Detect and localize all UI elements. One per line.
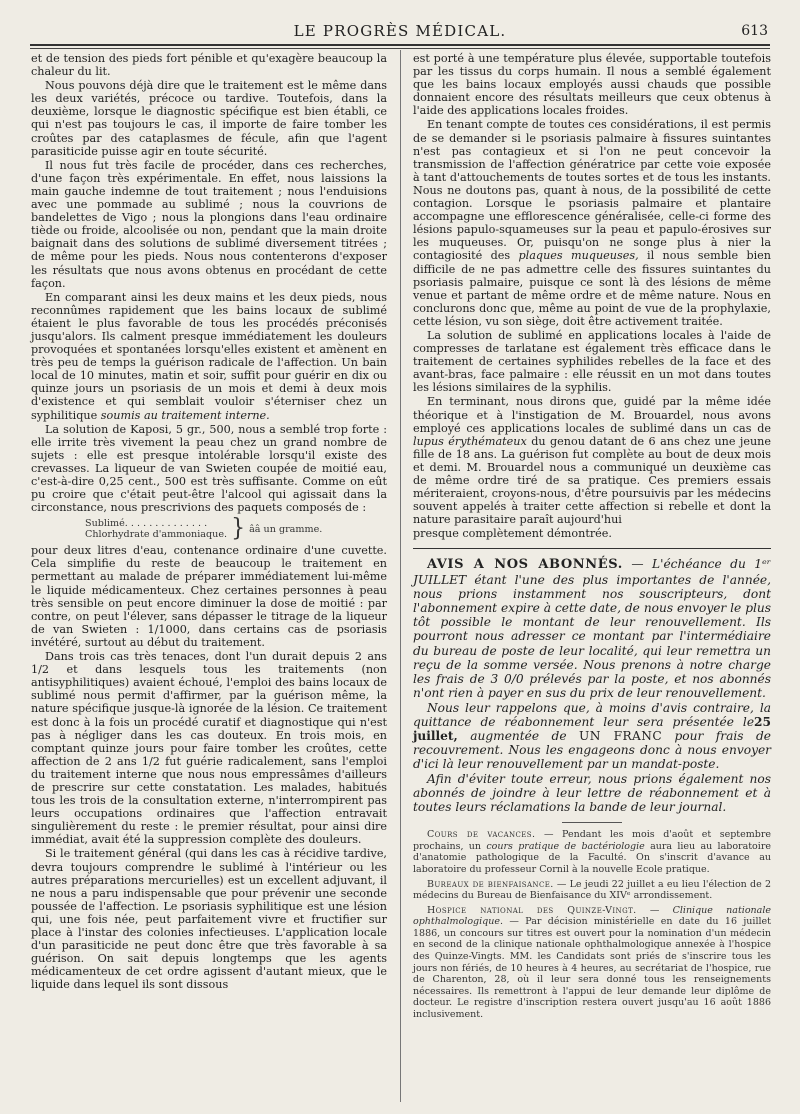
news-text: — Par décision ministérielle en date du 16 juillet 1886, un concours sur titres est ouvert pour la nomination d'un médecin en second de la clinique nationale ophthalmologique annexée à l'hospice des Quinze-Vingts. MM. les Candidats sont priés de s'inscrire tous les jours non fériés, de 10 heures à 4 heures, au secrétariat de l'hospice, rue de Charenton, 28, où il leur sera donné tous les renseignements nécessaires. Ils remettront à l'appui de leur demande leur diplôme de docteur. Le registre d'inscription restera ouvert jusqu'au 16 août 1886 inclusivement. — [413, 916, 771, 1021]
header-rule — [30, 44, 770, 46]
news-items — [413, 829, 771, 1021]
paragraph: Il nous fut très facile de procéder, dans ces recherches, d'une façon très expérimentale. En effet, nous laissions la main gauche indemne de tout traitement ; nous l'enduisions avec une pommade au sublimé ; nous la couvrions de bandelettes de Vigo ; nous la plongions dans l'eau ordinaire tiède ou froide, alcoolisée ou non, pendant que la main droite baignait dans des solutions de sublimé diversement titrées ; de même pour les pieds. Nous nous contenterons d'exposer les résultats que nous avons obtenus en procédant de cette façon. — [31, 158, 387, 290]
news-item — [413, 829, 771, 875]
news-italic: cours pratique de bactériologie — [486, 840, 645, 852]
notice-text: Nous leur rappelons que, à moins d'avis contraire, la quittance de réabonnement leur sera présentée le — [413, 700, 771, 729]
right-column — [413, 52, 771, 1024]
news-label: Bureaux de bienfaisance. — [427, 878, 554, 890]
left-column — [31, 52, 387, 992]
journal-title: LE PROGRÈS MÉDICAL. — [293, 22, 507, 40]
italic-text: lupus érythémateux — [413, 434, 527, 448]
news-text: — — [649, 904, 660, 916]
header-rule-thin — [30, 48, 770, 49]
news-text: — Le jeudi 22 juillet a eu lieu l'élection de 2 médecins du Bureau de Bienfaisance du XIVᵉ arrondissement. — [413, 878, 771, 902]
paragraph-text: il nous semble bien difficile de ne pas admettre celle des fissures suintantes du psoriasis palmaire, puisque ce sont là des lésions de même venue et partant de même ordre et de même nature. Nous en conclurons donc que, même au point de vue de la prophylaxie, cette lésion, vu son siège, doit être activement traitée. — [413, 249, 772, 328]
paragraph — [31, 291, 387, 422]
news-text: — Pendant les mois d'août et septembre prochains, un — [413, 829, 772, 852]
paragraph — [413, 395, 771, 526]
paragraph-text: du genou datant de 6 ans chez une jeune fille de 18 ans. La guérison fut complète au bout de deux mois et demi. M. Brouardel nous a communiqué un deuxième cas de même ordre tiré de sa pratique. Ces premiers essais mériteraient, croyons-nous, d'être poursuivis par les médecins souvent appelés à traiter cette affection si rebelle et dont la nature parasitaire paraît aujourd'hui — [413, 434, 772, 527]
paragraph: La solution de Kaposi, 5 gr., 500, nous a semblé trop forte : elle irrite très vivement la peau chez un grand nombre de sujets : elle est presque intolérable lorsqu'il existe des crevasses. La liqueur de van Swieten coupée de moitié eau, c'est-à-dire 0,25 cent., 500 est très suffisante. Comme on eût pu croire que c'était peut-être l'alcool qui agissait dans la circonstance, nous prescrivions des paquets composés de : — [31, 422, 387, 515]
notice-text: pour frais de recouvrement. Nous les engageons donc à nous envoyer d'ici là leur renouvellement par un mandat-poste. — [413, 728, 771, 772]
italic-text: soumis au traitement interne. — [100, 408, 270, 422]
subscriber-notice — [413, 548, 771, 814]
paragraph: est porté à une température plus élevée, supportable toutefois par les tissus du corps humain. Il nous a semblé également que les bains locaux employés aussi chauds que possible donnaient encore des résultats meilleurs que ceux obtenus à l'aide des applications locales froides. — [413, 52, 771, 118]
notice-paragraph — [413, 557, 771, 700]
paragraph-text: En tenant compte de toutes ces considérations, il est permis de se demander si le psoriasis palmaire à fissures suintantes n'est pas contagieux et si l'on ne peut concevoir la transmission de l'affection génératrice par cette voie exposée à tant d'attouchements de toutes sortes et de tous les instants. Nous ne doutons pas, quant à nous, de la possibilité de cette contagion. Lorsque le psoriasis palmaire et plantaire accompagne une efflorescence généralisée, celle-ci forme des lésions papulo-squameuses sur la peau et papulo-érosives sur les muqueuses. Or, puisqu'on ne songe plus à nier la contagiosité des — [413, 118, 771, 263]
formula-dose: ââ un gramme. — [249, 523, 323, 535]
news-item — [413, 905, 771, 1021]
paragraph-text: En comparant ainsi les deux mains et les deux pieds, nous reconnûmes rapidement que les bains locaux de sublimé étaient le plus favorable de tous les procédés préconisés jusqu'alors. Ils calment presque immédiatement les douleurs provoquées et spontanées lorsqu'elles existent et amènent en très peu de temps la guérison radicale de l'affection. Un bain local de 10 minutes, matin et soir, suffit pour guérir en dix ou quinze jours un psoriasis de un mois et demi à deux mois d'existence et qui semblait vouloir s'éterniser chez un syphilitique — [31, 290, 387, 422]
news-item — [413, 879, 771, 902]
paragraph: Dans trois cas très tenaces, dont l'un durait depuis 2 ans 1/2 et dans lesquels tous les traitements (non antisyphilitiques) avaient échoué, l'emploi des bains locaux de sublimé nous permit d'affirmer, par la guérison même, la nature spécifique jusque-là ignorée de la lésion. Ce traitement est donc à la fois un procédé curatif et diagnostique qui n'est pas à négliger dans les cas douteux. En trois mois, en comptant quinze jours pour faire tomber les croûtes, cette affection de 2 ans 1/2 fut guérie radicalement, sans l'emploi du traitement interne que nous nous empressâmes d'ailleurs de prescrire sur cette constatation. Les malades, habitués tous les trois de la consultation externe, n'interrompirent pas leurs occupations ordinaires que l'affection entravait singulièrement du reste : le premier résultat, pour ainsi dire immédiat, avait été la suppression complète des douleurs. — [31, 650, 387, 847]
notice-title: AVIS A NOS ABONNÉS. — [427, 557, 623, 573]
paragraph: et de tension des pieds fort pénible et qu'exagère beaucoup la chaleur du lit. — [31, 52, 387, 79]
notice-text: augmentée de — [470, 728, 567, 743]
paragraph: Si le traitement général (qui dans les cas à récidive tardive, devra toujours comprendre le sublimé à l'intérieur ou les autres préparations mercurielles) est un excellent adjuvant, il ne nous a paru indispensable que pour prévenir une seconde poussée de l'affection. Le psoriasis syphilitique est une lésion qui, une fois née, peut parfaitement vivre et fructifier sur place à l'instar des colonies infectieuses. L'application locale d'un parasiticide ne peut donc être que très favorable à sa guérison. On sait depuis longtemps que les agents médicamenteux de cet ordre agissent d'autant mieux, que le liquide dans lequel ils sont dissous — [31, 847, 387, 992]
notice-amount: UN FRANC — [579, 728, 663, 743]
notice-date: 25 juillet, — [413, 714, 771, 743]
page-number: 613 — [741, 23, 768, 39]
brace-symbol: } — [231, 514, 246, 543]
notice-paragraph: Afin d'éviter toute erreur, nous prions également nos abonnés de joindre à leur lettre de réabonnement et à toutes leurs réclamations la bande de leur journal. — [413, 771, 771, 814]
news-label: Cours de vacances. — [427, 829, 536, 841]
news-text: aura lieu au laboratoire d'anatomie pathologique de la Faculté. On s'inscrit d'avance au laboratoire du professeur Cornil à la nouvelle Ecole pratique. — [413, 840, 771, 875]
paragraph: presque complètement démontrée. — [413, 527, 612, 541]
paragraph — [413, 118, 771, 328]
separator-rule — [562, 822, 622, 823]
news-italic: Clinique nationale ophthalmologique. — [413, 904, 771, 928]
prescription-formula — [85, 514, 387, 543]
paragraph: pour deux litres d'eau, contenance ordinaire d'une cuvette. Cela simplifie du reste de beaucoup le traitement en permettant au malade de préparer immédiatement lui-même le liquide médicamenteux. Chez certaines personnes à peau très sensible on peut encore diminuer la dose de moitié : par contre, on peut l'élever, sans dépasser le titrage de la liqueur de van Swieten : 1/1000, dans certains cas de psoriasis invétéré, surtout au début du traitement. — [31, 544, 387, 649]
page-header — [30, 18, 770, 44]
paragraph-text: En terminant, nous dirons que, guidé par la même idée théorique et à l'instigation de M. Brouardel, nous avons employé ces applications locales de sublimé dans un cas de — [413, 395, 771, 435]
news-label: Hospice national des Quinze-Vingt. — [427, 904, 637, 916]
formula-item: Chlorhydrate d'ammoniaque. — [85, 529, 228, 541]
formula-item: Sublimé. . . . . . . . . . . . . . — [85, 518, 208, 530]
paragraph: Nous pouvons déjà dire que le traitement est le même dans les deux variétés, précoce ou tardive. Toutefois, dans la deuxième, lorsque le diagnostic spécifique est bien établi, ce qui n'est pas toujours le cas, il importe de faire tomber les croûtes par des cataplasmes de fécule, afin que l'agent parasiticide puisse agir en toute sécurité. — [31, 79, 387, 158]
notice-text: — L'échéance du 1ᵉʳ JUILLET étant l'une des plus importantes de l'année, nous prions instamment nos souscripteurs, dont l'abonnement expire à cette date, de nous envoyer le plus tôt possible le montant de leur renouvellement. Ils pourront nous adresser ce montant par l'intermédiaire du bureau de poste de leur localité, qui leur remettra un reçu de la somme versée. Nous prenons à notre charge les frais de 3 0/0 prélevés par la poste, et nos abonnés n'ont rien à payer en sus du prix de leur renouvellement. — [413, 557, 771, 701]
paragraph: La solution de sublimé en applications locales à l'aide de compresses de tarlatane est également très efficace dans le traitement de certaines syphilides rebelles de la face et des avant-bras, face palmaire : elle réussit en un mot dans toutes les lésions similaires de la syphilis. — [413, 328, 771, 395]
italic-text: plaques muqueuses, — [518, 249, 639, 263]
notice-paragraph — [413, 701, 771, 772]
column-divider — [400, 50, 401, 1102]
